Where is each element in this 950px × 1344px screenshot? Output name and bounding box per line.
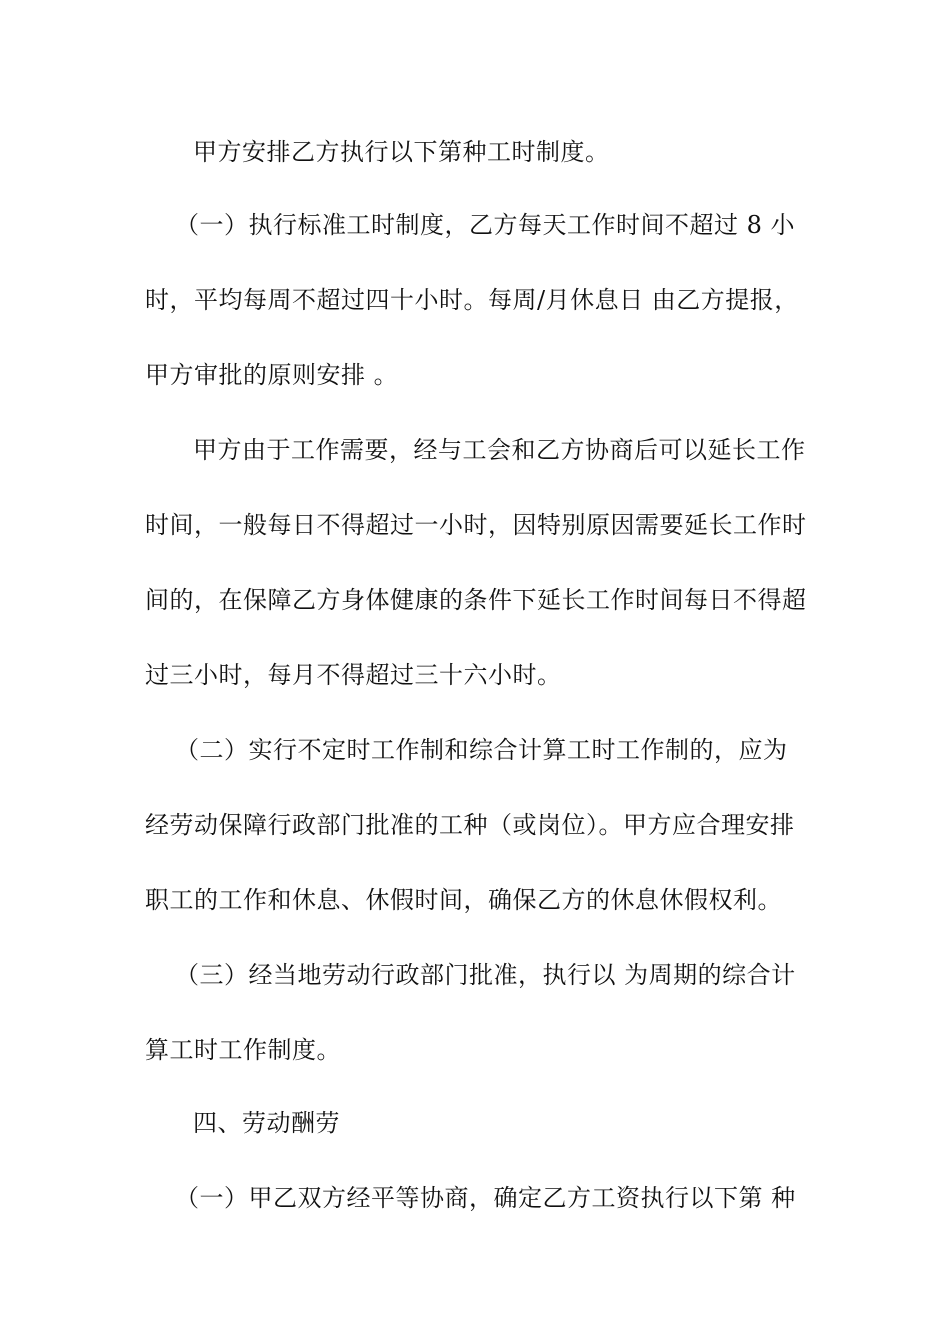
paragraph-line: 经劳动保障行政部门批准的工种（或岗位）。甲方应合理安排	[145, 811, 795, 839]
paragraph-line: 时间，一般每日不得超过一小时，因特别原因需要延长工作时	[145, 511, 807, 539]
paragraph-line: 间的，在保障乙方身体健康的条件下延长工作时间每日不得超	[145, 586, 807, 614]
paragraph-line: 甲方审批的原则安排 。	[145, 361, 399, 389]
paragraph-line: 过三小时，每月不得超过三十六小时。	[145, 661, 562, 689]
paragraph-line: （三）经当地劳动行政部门批准，执行以 为周期的综合计	[175, 961, 796, 989]
paragraph-line: （一）执行标准工时制度，乙方每天工作时间不超过 8 小	[175, 211, 796, 239]
paragraph-line: （二）实行不定时工作制和综合计算工时工作制的，应为	[175, 736, 788, 764]
paragraph-line: 甲方安排乙方执行以下第种工时制度。	[193, 138, 610, 166]
paragraph-line: （一）甲乙双方经平等协商，确定乙方工资执行以下第 种	[175, 1184, 796, 1212]
section-heading: 四、劳动酬劳	[193, 1109, 340, 1137]
paragraph-line: 甲方由于工作需要，经与工会和乙方协商后可以延长工作	[193, 436, 806, 464]
paragraph-line: 职工的工作和休息、休假时间，确保乙方的休息休假权利。	[145, 886, 782, 914]
paragraph-line: 时，平均每周不超过四十小时。每周/月休息日 由乙方提报，	[145, 286, 799, 314]
paragraph-line: 算工时工作制度。	[145, 1036, 341, 1064]
